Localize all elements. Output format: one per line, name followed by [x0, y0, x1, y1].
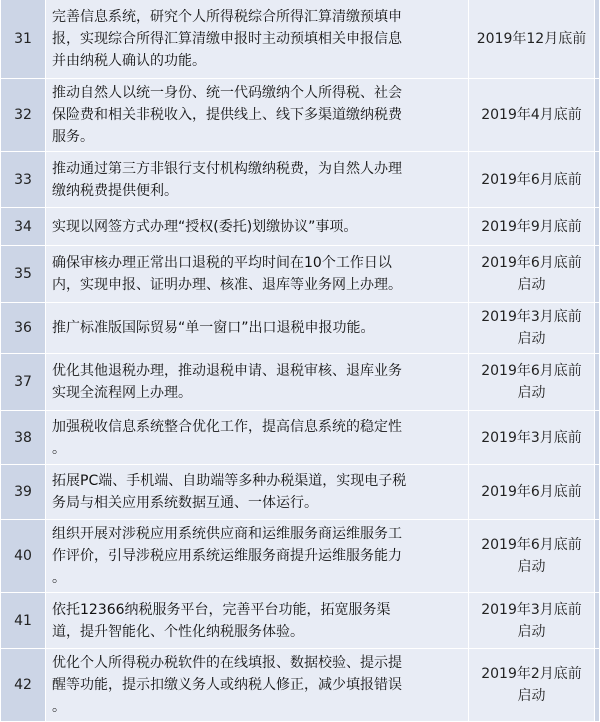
description-line: 服务。: [52, 129, 94, 145]
deadline-cell: [469, 593, 595, 649]
deadline-cell: [469, 649, 595, 722]
deadline-cell: [469, 303, 595, 354]
deadline-line: 2019年2月底前: [481, 666, 582, 682]
row-number: 42: [1, 649, 46, 722]
table-row: [1, 593, 600, 649]
description-line: 完善信息系统，研究个人所得税综合所得汇算清缴预填申: [52, 8, 402, 25]
row-number: 41: [1, 593, 46, 649]
deadline-line: 2019年12月底前: [476, 30, 587, 47]
table-row: [1, 152, 600, 208]
row-number: 34: [1, 208, 46, 246]
edge-column: [595, 465, 600, 520]
deadline-line: 2019年6月底前: [481, 537, 582, 553]
row-number: 33: [1, 152, 46, 208]
deadline-line: 启动: [517, 331, 546, 347]
deadline-cell: [469, 246, 595, 303]
description-line: 醒等功能，提示扣缴义务人或纳税人修正，减少填报错误: [52, 677, 402, 693]
deadline-cell: [469, 0, 595, 79]
description-line: 依托12366纳税服务平台，完善平台功能，拓宽服务渠: [52, 601, 391, 618]
task-description: [46, 79, 469, 152]
task-table-body: [1, 0, 600, 722]
task-description: [46, 303, 469, 354]
row-number: 31: [1, 0, 46, 79]
deadline-cell: [469, 354, 595, 411]
task-description: [46, 0, 469, 79]
edge-column: [595, 79, 600, 152]
task-description: [46, 208, 469, 246]
deadline-line: 2019年3月底前: [481, 601, 582, 618]
description-line: 优化个人所得税办税软件的在线填报、数据校验、提示提: [52, 655, 402, 671]
table-row: [1, 79, 600, 152]
table-row: [1, 354, 600, 411]
description-line: 组织开展对涉税应用系统供应商和运维服务商运维服务工: [52, 526, 402, 542]
task-description: [46, 411, 469, 465]
edge-column: [595, 354, 600, 411]
description-line: 。: [52, 570, 66, 586]
edge-column: [595, 152, 600, 208]
table-row: [1, 520, 600, 593]
deadline-cell: [469, 79, 595, 152]
row-number: 32: [1, 79, 46, 152]
deadline-line: 2019年6月底前: [481, 363, 582, 379]
description-line: 道，提升智能化、个性化纳税服务体验。: [52, 623, 304, 640]
description-line: 加强税收信息系统整合优化工作，提高信息系统的稳定性: [52, 418, 402, 435]
edge-column: [595, 246, 600, 303]
description-line: 务局与相关应用系统数据互通、一体运行。: [52, 495, 318, 511]
row-number: 40: [1, 520, 46, 593]
edge-column: [595, 649, 600, 722]
table-row: [1, 303, 600, 354]
table-row: [1, 411, 600, 465]
row-number: 35: [1, 246, 46, 303]
description-line: 。: [52, 699, 66, 715]
edge-column: [595, 0, 600, 79]
row-number: 37: [1, 354, 46, 411]
row-number: 38: [1, 411, 46, 465]
description-line: 推动通过第三方非银行支付机构缴纳税费，为自然人办理: [52, 160, 402, 177]
deadline-line: 2019年6月底前: [481, 171, 582, 188]
deadline-line: 2019年6月底前: [481, 255, 582, 271]
description-line: 确保审核办理正常出口退税的平均时间在10个工作日以: [52, 255, 392, 271]
row-number: 36: [1, 303, 46, 354]
task-description: [46, 354, 469, 411]
description-line: 内，实现申报、证明办理、核准、退库等业务网上办理。: [52, 277, 402, 293]
deadline-line: 2019年3月底前: [481, 429, 582, 446]
deadline-cell: [469, 208, 595, 246]
deadline-line: 启动: [517, 559, 546, 575]
deadline-line: 2019年9月底前: [481, 218, 582, 235]
deadline-line: 2019年4月底前: [481, 107, 582, 123]
table-row: [1, 649, 600, 722]
task-description: [46, 649, 469, 722]
deadline-cell: [469, 520, 595, 593]
deadline-cell: [469, 152, 595, 208]
row-number: 39: [1, 465, 46, 520]
deadline-line: 启动: [517, 277, 546, 293]
edge-column: [595, 520, 600, 593]
description-line: 实现以网签方式办理“授权(委托)划缴协议”事项。: [52, 218, 358, 235]
description-line: 作评价，引导涉税应用系统运维服务商提升运维服务能力: [52, 548, 402, 564]
edge-column: [595, 303, 600, 354]
table-row: [1, 0, 600, 79]
deadline-line: 启动: [517, 688, 546, 704]
edge-column: [595, 593, 600, 649]
task-description: [46, 152, 469, 208]
table-row: [1, 465, 600, 520]
deadline-cell: [469, 465, 595, 520]
deadline-line: 启动: [517, 623, 546, 640]
description-line: 缴纳税费提供便利。: [52, 182, 178, 199]
edge-column: [595, 411, 600, 465]
task-description: [46, 465, 469, 520]
description-line: 实现全流程网上办理。: [52, 385, 192, 401]
deadline-line: 启动: [517, 385, 546, 401]
deadline-cell: [469, 411, 595, 465]
description-line: 推动自然人以统一身份、统一代码缴纳个人所得税、社会: [52, 85, 402, 101]
description-line: 并由纳税人确认的功能。: [52, 52, 206, 69]
deadline-line: 2019年6月底前: [481, 484, 582, 500]
task-description: [46, 246, 469, 303]
description-line: 推广标准版国际贸易“单一窗口”出口退税申报功能。: [52, 320, 375, 336]
description-line: 报，实现综合所得汇算清缴申报时主动预填相关申报信息: [52, 30, 402, 47]
description-line: 保险费和相关非税收入，提供线上、线下多渠道缴纳税费: [52, 107, 402, 123]
task-description: [46, 593, 469, 649]
table-row: [1, 246, 600, 303]
edge-column: [595, 208, 600, 246]
description-line: 拓展PC端、手机端、自助端等多种办税渠道，实现电子税: [52, 473, 407, 489]
task-description: [46, 520, 469, 593]
deadline-line: 2019年3月底前: [481, 309, 582, 325]
description-line: 。: [52, 440, 66, 457]
description-line: 优化其他退税办理，推动退税申请、退税审核、退库业务: [52, 363, 402, 379]
table-row: [1, 208, 600, 246]
